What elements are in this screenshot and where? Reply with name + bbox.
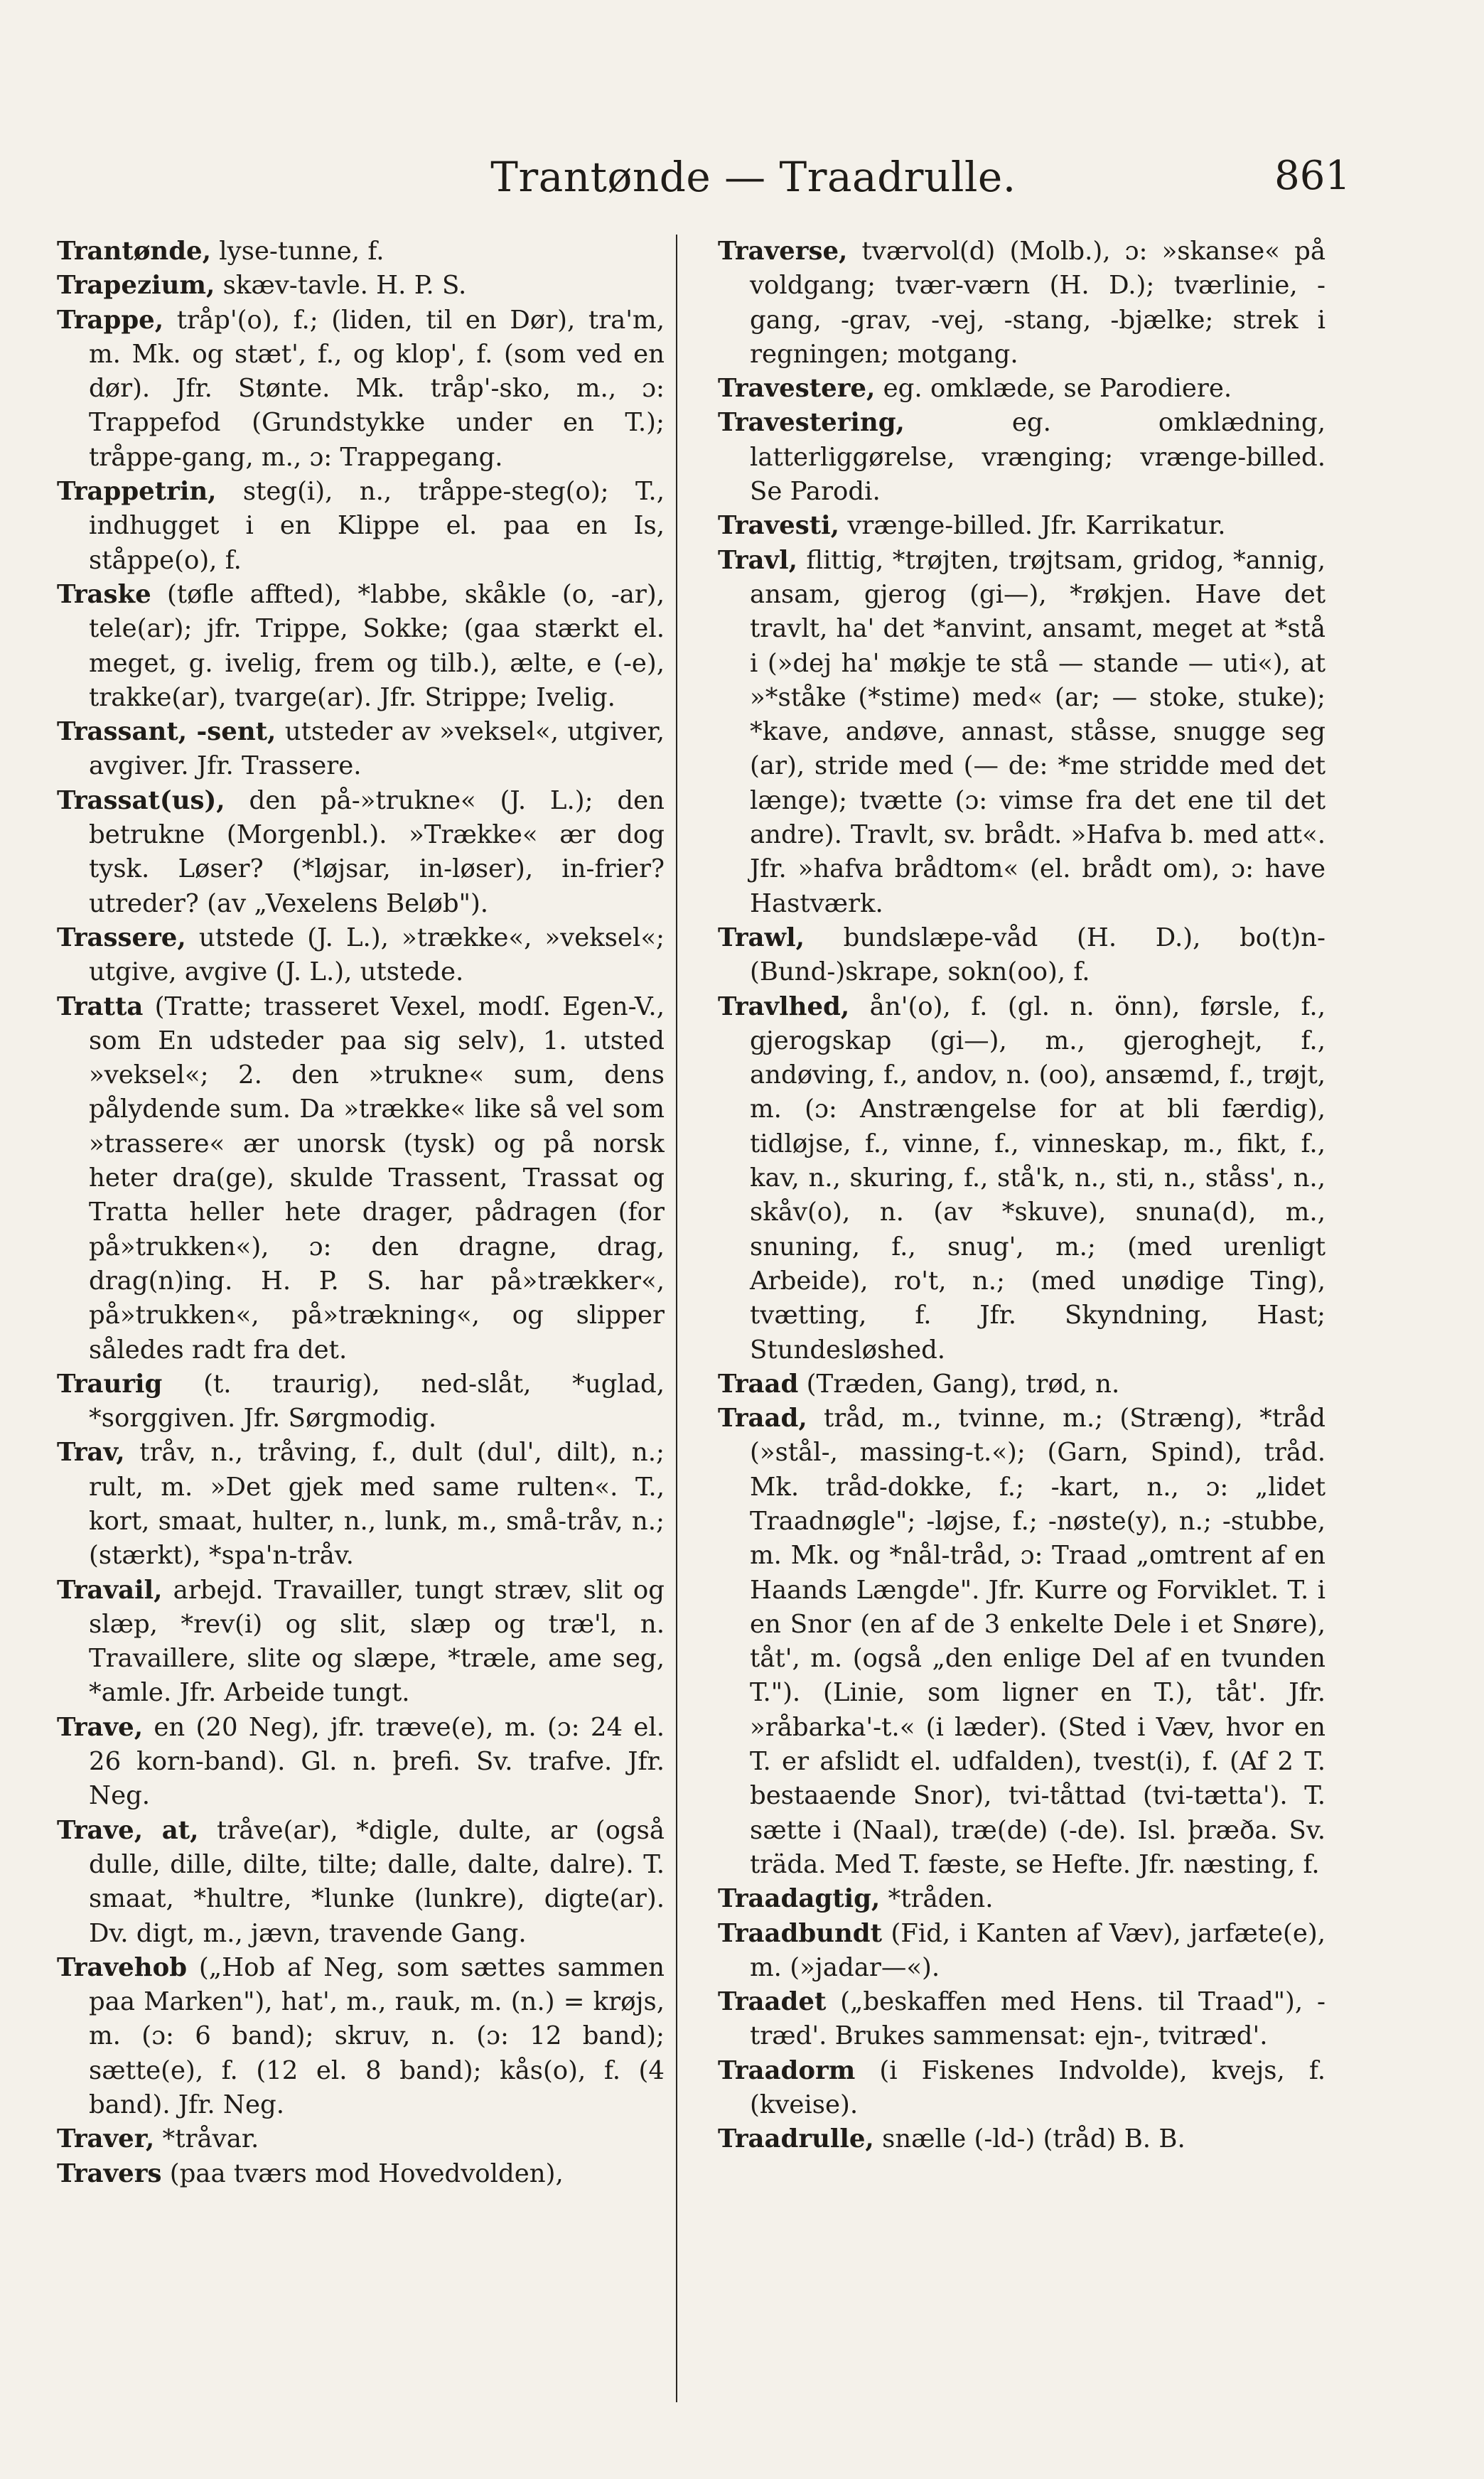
entry [718, 544, 1326, 921]
definition: ån'(o), f. (gl. n. önn), førsle, f., gjerogskap (gi—), m., gjeroghejt, f., andøving, f., andov, n. (oo), ansæmd, f., trøjt, m. (ɔ: Anstrængelse for at bli færdig), tidløjse, f., vinne, f., vinneskap, m., fikt, f., kav, n., skuring, f., stå'k, n., sti, n., ståss', n., skåv(o), n. (av *skuve), snuna(d), m., snuning, f., snug', m.; (med urenligt Arbeide), ro't, n.; (med unødige Ting), tvætting, f. Jfr. Skyndning, Hast; Stundesløshed. [750, 991, 1326, 1365]
definition: *tråvar. [154, 2124, 259, 2154]
definition: tværvol(d) (Molb.), ɔ: »skanse« på voldgang; tvær-værn (H. D.); tværlinie, -gang, -grav, -vej, -stang, -bjælke; strek i regningen; motgang. [750, 237, 1326, 369]
page-header [0, 146, 1484, 210]
headword: Trave, at, [57, 1815, 199, 1845]
column-divider [676, 235, 677, 2402]
headword: Trappetrin, [57, 477, 217, 507]
headword: Traadorm [718, 2055, 856, 2085]
page-number: 861 [1274, 153, 1350, 199]
headword: Trassat(us), [57, 785, 225, 815]
entry [718, 406, 1326, 509]
definition: bundslæpe-våd (H. D.), bo(t)n-(Bund-)skrape, sokn(oo), f. [750, 923, 1326, 987]
entry [57, 1814, 665, 1951]
entry [718, 921, 1326, 990]
entry [57, 578, 665, 715]
headword: Traske [57, 579, 151, 609]
headword: Travestering, [718, 408, 905, 438]
headword: Traverse, [718, 237, 848, 266]
definition: eg. omklædning, latterliggørelse, vrænging; vrænge-billed. Se Parodi. [750, 408, 1326, 507]
headword: Travail, [57, 1575, 163, 1605]
entry [57, 2122, 665, 2156]
entry [57, 1436, 665, 1573]
headword: Travers [57, 2158, 162, 2188]
entry [57, 475, 665, 578]
entry [718, 372, 1326, 406]
definition: (Træden, Gang), trød, n. [798, 1369, 1120, 1399]
entry [718, 235, 1326, 372]
headword: Tratta [57, 991, 144, 1021]
headword: Trappe, [57, 305, 164, 335]
entry [57, 1574, 665, 1711]
entry [718, 1917, 1326, 1986]
entry [718, 1882, 1326, 1916]
definition: vrænge-billed. Jfr. Karrikatur. [839, 511, 1226, 541]
definition: (Tratte; trasseret Vexel, modſ. Egen-V., som En udsteder paa sig selv), 1. utsted »veksel«; 2. den »trukne« sum, dens pålydende sum. Da »trække« like så vel som »trassere« ær unorsk (tysk) og på norsk heter dra(ge), skulde Trassent, Trassat og Tratta heller hete drager, pådragen (for på»trukken«), ɔ: den dragne, drag, drag(n)ing. H. P. S. har på»trækker«, på»trukken«, på»trækning«, og slipper således radt fra det. [89, 991, 665, 1365]
headword: Trawl, [718, 923, 805, 952]
headword: Trav, [57, 1438, 125, 1468]
definition: (tøfle affted), *labbe, skåkle (o, -ar), tele(ar); jfr. Trippe, Sokke; (gaa stærkt el. meget, g. ivelig, frem og tilb.), ælte, e (-e), trakke(ar), tvarge(ar). Jfr. Strippe; Ivelig. [89, 579, 665, 712]
headword: Travesti, [718, 511, 839, 541]
entry [57, 2157, 665, 2191]
headword: Travlhed, [718, 991, 850, 1021]
headword: Traadet [718, 1987, 827, 2017]
headword: Trassere, [57, 923, 186, 952]
headword: Traadbundt [718, 1918, 883, 1948]
definition: steg(i), n., tråppe-steg(o); T., indhugget i en Klippe el. paa en Is, ståppe(o), f. [89, 477, 665, 575]
definition: („Hob af Neg, som sættes sammen paa Marken"), hat', m., rauk, m. (n.) = krøjs, m. (ɔ: 6 band); skruv, n. (ɔ: 12 band); sætte(e), f. (12 el. 8 band); kås(o), f. (4 band). Jfr. Neg. [89, 1952, 665, 2120]
entry [718, 990, 1326, 1367]
definition: tråp'(o), f.; (liden, til en Dør), tra'm, m. Mk. og stæt', f., og klop', f. (som ved en dør). Jfr. Stønte. Mk. tråp'-sko, m., ɔ: Trappefod (Grundstykke under en T.); tråppe-gang, m., ɔ: Trappegang. [89, 305, 665, 472]
headword: Travestere, [718, 374, 876, 404]
entry [57, 784, 665, 921]
headword: Traurig [57, 1369, 163, 1399]
entry [57, 1367, 665, 1436]
definition: en (20 Neg), jfr. træve(e), m. (ɔ: 24 el. 26 korn-band). Gl. n. þrefi. Sv. trafve. Jfr. Neg. [89, 1712, 665, 1811]
definition: *tråden. [880, 1884, 994, 1914]
entry [57, 235, 665, 269]
definition: lyse-tunne, f. [211, 237, 385, 266]
entry [57, 303, 665, 475]
entry [718, 509, 1326, 543]
definition: utstede (J. L.), »trække«, »veksel«; utgive, avgive (J. L.), utstede. [89, 923, 665, 987]
definition: eg. omklæde, se Parodiere. [875, 374, 1232, 404]
definition: utsteder av »veksel«, utgiver, avgiver. Jfr. Trassere. [89, 717, 665, 781]
definition: (t. traurig), ned-slåt, *uglad, *sorggiven. Jfr. Sørgmodig. [89, 1369, 665, 1434]
headword: Travehob [57, 1952, 188, 1982]
headword: Trassant, -sent, [57, 717, 276, 747]
definition: tråv, n., tråving, f., dult (dul', dilt), n.; rult, m. »Det gjek med same rulten«. T., kort, smaat, hulter, n., lunk, m., små-tråv, n.; (stærkt), *spa'n-tråv. [89, 1438, 665, 1571]
headword: Travl, [718, 545, 798, 575]
entry [57, 269, 665, 303]
entry [718, 2054, 1326, 2123]
left-column [57, 235, 665, 2438]
definition: arbejd. Travailler, tungt stræv, slit og slæp, *rev(i) og slit, slæp og træ'l, n. Travaillere, slite og slæpe, *træle, ame seg, *amle. Jfr. Arbeide tungt. [89, 1575, 665, 1708]
entry [57, 1951, 665, 2122]
entry [718, 1985, 1326, 2054]
definition: (i Fiskenes Indvolde), kvejs, f. (kveise). [750, 2055, 1326, 2120]
definition: tråd, m., tvinne, m.; (Stræng), *tråd (»stål-, massing-t.«); (Garn, Spind), tråd. Mk. tråd-dokke, f.; -kart, n., ɔ: „lidet Traadnøgle"; -løjse, f.; -nøste(y), n.; -stubbe, m. Mk. og *nål-tråd, ɔ: Traad „omtrent af en Haands Længde". Jfr. Kurre og Forviklet. T. i en Snor (en af de 3 enkelte Dele i et Snøre), tåt', m. (også „den enlige Del af en tvunden T."). (Linie, som ligner en T.), tåt'. Jfr. »råbarka'-t.« (i læder). (Sted i Væv, hvor en T. er afslidt el. udfalden), tvest(i), f. (Af 2 T. bestaaende Snor), tvi-tåttad (tvi-tætta'). T. sætte i (Naal), træ(de) (-de). Isl. þræða. Sv. träda. Med T. fæste, se Hefte. Jfr. næsting, f. [750, 1404, 1326, 1879]
headword: Trapezium, [57, 271, 215, 301]
running-title: Trantønde — Traadrulle. [490, 153, 1016, 201]
headword: Traver, [57, 2124, 155, 2154]
definition: (paa tværs mod Hovedvolden), [161, 2158, 564, 2188]
headword: Traadagtig, [718, 1884, 881, 1914]
headword: Traadrulle, [718, 2124, 874, 2154]
entry [57, 990, 665, 1367]
entry [57, 921, 665, 990]
headword: Traad [718, 1369, 799, 1399]
headword: Traad, [718, 1404, 807, 1434]
headword: Trave, [57, 1712, 144, 1742]
definition: skæv-tavle. H. P. S. [215, 271, 467, 301]
entry [57, 715, 665, 784]
entry [718, 1402, 1326, 1882]
definition: flittig, *trøjten, trøjtsam, gridog, *annig, ansam, gjerog (gi—), *røkjen. Have det travlt, ha' det *anvint, ansamt, meget at *stå i (»dej ha' møkje te stå — stande — uti«), at »*ståke (*stime) med« (ar; — stoke, stuke); *kave, andøve, annast, ståsse, snugge seg (ar), stride med (— de: *me stridde med det længe); tvætte (ɔ: vimse fra det ene til det andre). Travlt, sv. brådt. »Hafva b. med att«. Jfr. »hafva brådtom« (el. brådt om), ɔ: have Hastværk. [750, 545, 1326, 918]
definition: snælle (-ld-) (tråd) B. B. [873, 2124, 1185, 2154]
entry [57, 1711, 665, 1814]
headword: Trantønde, [57, 237, 212, 266]
entry [718, 1367, 1326, 1402]
definition: („beskaffen med Hens. til Traad"), -træd'. Brukes sammensat: ejn-, tvitræd'. [750, 1987, 1326, 2051]
right-column [718, 235, 1326, 2438]
definition: tråve(ar), *digle, dulte, ar (også dulle, dille, dilte, tilte; dalle, dalte, dalre). T. smaat, *hultre, *lunke (lunkre), digte(ar). Dv. digt, m., jævn, travende Gang. [89, 1815, 665, 1948]
entry [718, 2122, 1326, 2156]
definition: den på-»trukne« (J. L.); den betrukne (Morgenbl.). »Trække« ær dog tysk. Løser? (*løjsar, in-løser), in-frier? utreder? (av „Vexelens Beløb"). [89, 785, 665, 918]
definition: (Fid, i Kanten af Væv), jarfæte(e), m. (»jadar—«). [750, 1918, 1326, 1982]
